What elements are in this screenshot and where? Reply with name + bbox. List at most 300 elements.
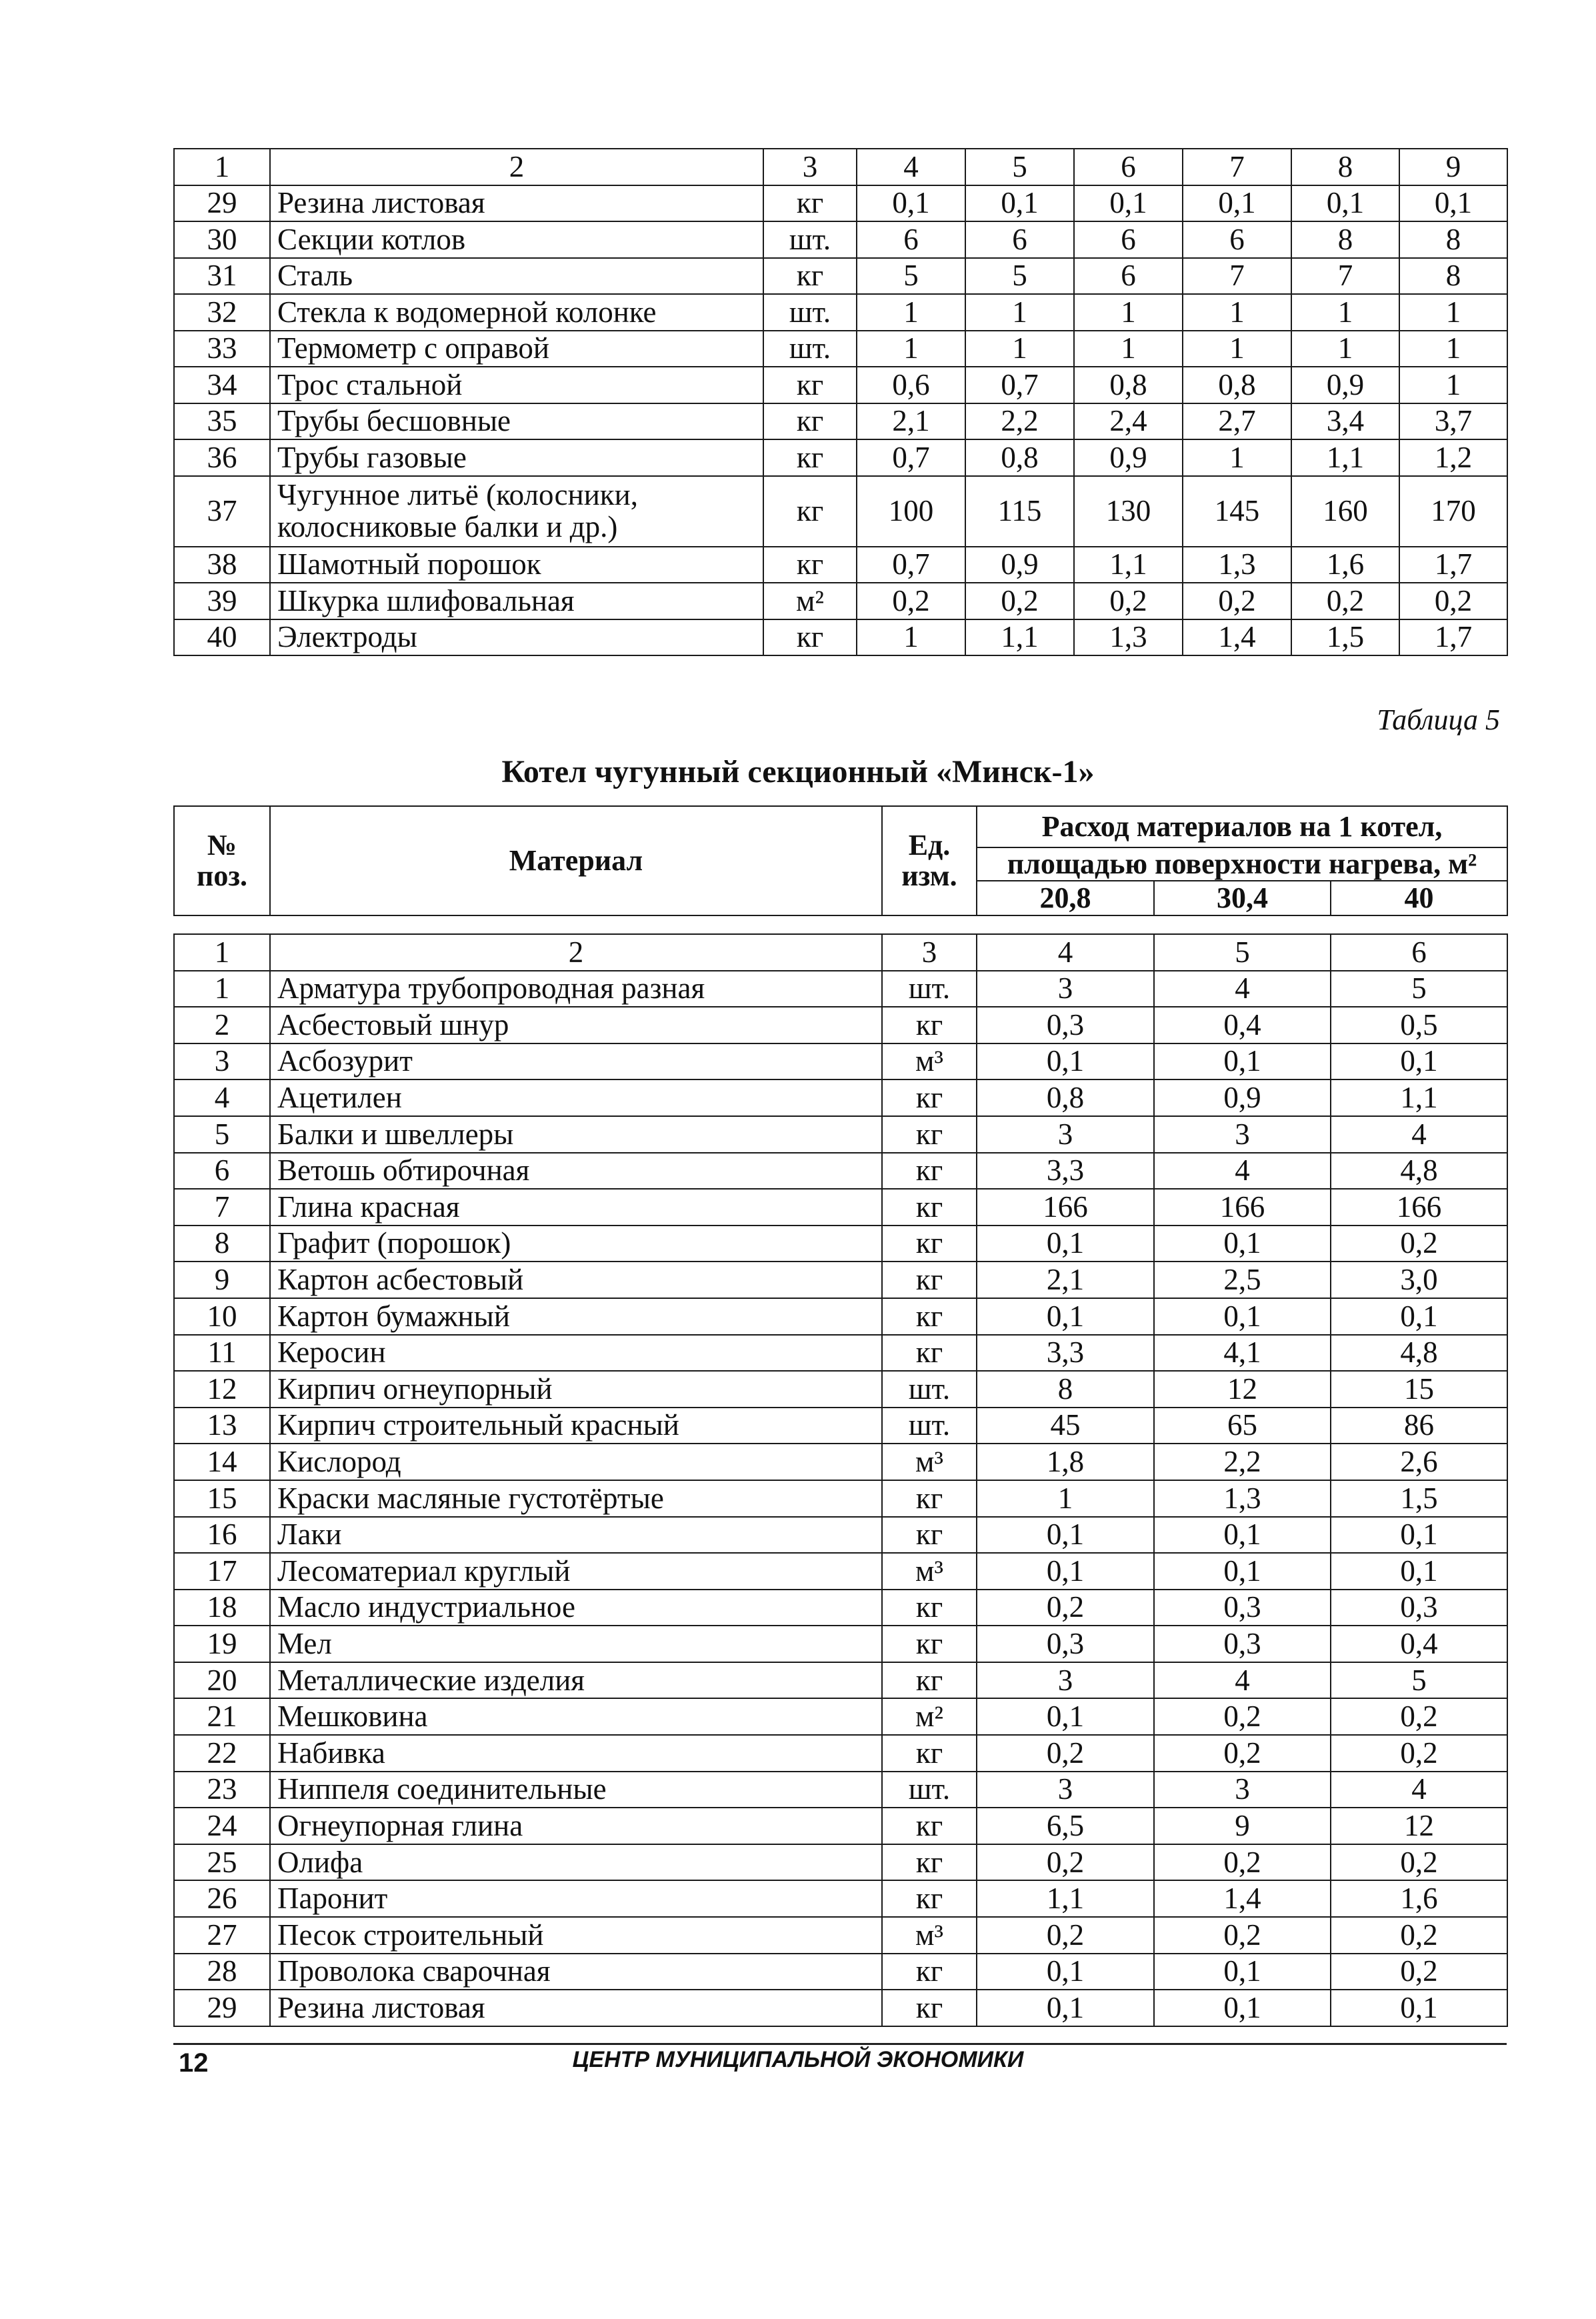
unit-cell: м³: [882, 1444, 977, 1480]
row-number: 25: [174, 1844, 270, 1881]
unit-cell: кг: [763, 403, 857, 440]
value-cell: 1,3: [1154, 1480, 1331, 1517]
value-cell: 1,5: [1331, 1480, 1507, 1517]
header-size: 20,8: [977, 881, 1154, 915]
material-name: Глина красная: [270, 1189, 882, 1226]
value-cell: 1,3: [1074, 619, 1183, 656]
value-cell: 0,2: [1154, 1917, 1331, 1954]
material-name: Трос стальной: [270, 367, 763, 403]
row-number: 37: [174, 476, 270, 547]
value-cell: 0,4: [1331, 1626, 1507, 1662]
column-number: 1: [174, 934, 270, 971]
value-cell: 0,2: [965, 583, 1074, 619]
header-unit: Ед. изм.: [882, 806, 977, 915]
value-cell: 0,1: [1331, 1517, 1507, 1554]
row-number: 32: [174, 294, 270, 331]
material-name: Шамотный порошок: [270, 547, 763, 583]
value-cell: 1,1: [1291, 439, 1399, 476]
table-row: [174, 971, 1507, 1007]
column-number: 9: [1399, 149, 1507, 185]
value-cell: 4: [1331, 1772, 1507, 1808]
table-row: [174, 1371, 1507, 1408]
material-name: Сталь: [270, 258, 763, 295]
value-cell: 0,1: [1154, 1517, 1331, 1554]
value-cell: 0,9: [965, 547, 1074, 583]
value-cell: 0,2: [1331, 1917, 1507, 1954]
row-number: 11: [174, 1335, 270, 1372]
value-cell: 5: [857, 258, 965, 295]
value-cell: 1: [857, 294, 965, 331]
value-cell: 166: [977, 1189, 1154, 1226]
material-name: Масло индустриальное: [270, 1590, 882, 1626]
value-cell: 0,1: [1154, 1298, 1331, 1335]
value-cell: 0,7: [857, 547, 965, 583]
material-name: Ниппеля соединительные: [270, 1772, 882, 1808]
unit-cell: кг: [882, 1335, 977, 1372]
value-cell: 1: [857, 619, 965, 656]
row-number: 22: [174, 1735, 270, 1772]
material-name: Секции котлов: [270, 221, 763, 258]
value-cell: 12: [1154, 1371, 1331, 1408]
table-row: [174, 1226, 1507, 1262]
value-cell: 1,1: [1074, 547, 1183, 583]
column-number: 4: [977, 934, 1154, 971]
value-cell: 3,0: [1331, 1262, 1507, 1298]
row-number: 33: [174, 331, 270, 367]
table-row: [174, 1662, 1507, 1699]
header-num: № поз.: [174, 806, 270, 915]
value-cell: 0,3: [1154, 1626, 1331, 1662]
boiler-table-header: [173, 805, 1508, 916]
value-cell: 8: [1399, 221, 1507, 258]
value-cell: 1: [1183, 331, 1291, 367]
unit-cell: кг: [882, 1226, 977, 1262]
row-number: 6: [174, 1153, 270, 1190]
value-cell: 0,1: [1399, 185, 1507, 222]
table-row: [174, 1444, 1507, 1480]
material-name: Стекла к водомерной колонке: [270, 294, 763, 331]
value-cell: 1: [1291, 331, 1399, 367]
value-cell: 0,4: [1154, 1007, 1331, 1043]
row-number: 21: [174, 1698, 270, 1735]
value-cell: 0,3: [977, 1626, 1154, 1662]
table-row: [174, 1553, 1507, 1590]
unit-cell: шт.: [882, 1408, 977, 1444]
value-cell: 45: [977, 1408, 1154, 1444]
footer-divider: [173, 2043, 1507, 2045]
value-cell: 0,1: [1291, 185, 1399, 222]
table-row: [174, 1189, 1507, 1226]
unit-cell: кг: [882, 1880, 977, 1917]
unit-cell: кг: [882, 1189, 977, 1226]
material-name: Ацетилен: [270, 1079, 882, 1116]
value-cell: 3: [977, 971, 1154, 1007]
table-title: Котел чугунный секционный «Минск-1»: [501, 754, 1095, 789]
column-number-row: [174, 934, 1507, 971]
table-row: [174, 331, 1507, 367]
value-cell: 0,2: [1331, 1844, 1507, 1881]
table-row: [174, 1480, 1507, 1517]
value-cell: 2,2: [965, 403, 1074, 440]
value-cell: 1: [1074, 331, 1183, 367]
value-cell: 1,2: [1399, 439, 1507, 476]
column-number: 7: [1183, 149, 1291, 185]
table-row: [174, 619, 1507, 656]
row-number: 39: [174, 583, 270, 619]
unit-cell: кг: [882, 1990, 977, 2026]
material-name: Кирпич строительный красный: [270, 1408, 882, 1444]
unit-cell: шт.: [763, 331, 857, 367]
value-cell: 3: [1154, 1772, 1331, 1808]
value-cell: 12: [1331, 1808, 1507, 1844]
table-row: [174, 1735, 1507, 1772]
value-cell: 0,1: [1331, 1990, 1507, 2026]
value-cell: 0,2: [977, 1735, 1154, 1772]
unit-cell: кг: [763, 547, 857, 583]
unit-cell: м²: [763, 583, 857, 619]
unit-cell: шт.: [763, 221, 857, 258]
column-number: 2: [270, 149, 763, 185]
row-number: 7: [174, 1189, 270, 1226]
table-row: [174, 1298, 1507, 1335]
value-cell: 0,2: [1154, 1735, 1331, 1772]
value-cell: 1: [857, 331, 965, 367]
value-cell: 1: [1291, 294, 1399, 331]
column-number: 4: [857, 149, 965, 185]
unit-cell: шт.: [882, 1772, 977, 1808]
unit-cell: кг: [763, 439, 857, 476]
unit-cell: шт.: [882, 1371, 977, 1408]
value-cell: 0,2: [977, 1844, 1154, 1881]
row-number: 8: [174, 1226, 270, 1262]
row-number: 23: [174, 1772, 270, 1808]
table-row: [174, 1043, 1507, 1080]
value-cell: 0,2: [977, 1590, 1154, 1626]
value-cell: 0,1: [1183, 185, 1291, 222]
unit-cell: кг: [882, 1735, 977, 1772]
material-name: Металлические изделия: [270, 1662, 882, 1699]
material-name: Проволока сварочная: [270, 1954, 882, 1990]
value-cell: 4,8: [1331, 1335, 1507, 1372]
header-consumption: Расход материалов на 1 котел,: [977, 806, 1507, 847]
value-cell: 0,2: [1331, 1954, 1507, 1990]
material-name: Резина листовая: [270, 1990, 882, 2026]
value-cell: 0,1: [1331, 1298, 1507, 1335]
material-name: Балки и швеллеры: [270, 1116, 882, 1153]
table-row: [174, 439, 1507, 476]
table-row: [174, 1626, 1507, 1662]
boiler-materials-table: [173, 933, 1508, 2027]
value-cell: 1,4: [1183, 619, 1291, 656]
value-cell: 1: [1183, 439, 1291, 476]
table-label: Таблица 5: [1377, 703, 1500, 736]
row-number: 30: [174, 221, 270, 258]
value-cell: 0,8: [1183, 367, 1291, 403]
value-cell: 145: [1183, 476, 1291, 547]
row-number: 3: [174, 1043, 270, 1080]
unit-cell: кг: [882, 1262, 977, 1298]
material-name: Картон бумажный: [270, 1298, 882, 1335]
row-number: 14: [174, 1444, 270, 1480]
value-cell: 3: [977, 1772, 1154, 1808]
value-cell: 0,1: [1154, 1954, 1331, 1990]
value-cell: 0,9: [1291, 367, 1399, 403]
value-cell: 6: [1074, 258, 1183, 295]
value-cell: 15: [1331, 1371, 1507, 1408]
column-number: 6: [1331, 934, 1507, 971]
table-row: [174, 583, 1507, 619]
value-cell: 0,7: [965, 367, 1074, 403]
value-cell: 1,5: [1291, 619, 1399, 656]
row-number: 12: [174, 1371, 270, 1408]
material-name: Мешковина: [270, 1698, 882, 1735]
material-name: Шкурка шлифовальная: [270, 583, 763, 619]
value-cell: 0,1: [977, 1043, 1154, 1080]
value-cell: 0,1: [1154, 1043, 1331, 1080]
value-cell: 0,9: [1154, 1079, 1331, 1116]
value-cell: 3: [977, 1662, 1154, 1699]
table-row: [174, 1772, 1507, 1808]
value-cell: 1: [1399, 294, 1507, 331]
table-row: [174, 1917, 1507, 1954]
row-number: 10: [174, 1298, 270, 1335]
value-cell: 0,3: [977, 1007, 1154, 1043]
material-name: Асбозурит: [270, 1043, 882, 1080]
value-cell: 3: [977, 1116, 1154, 1153]
table-row: [174, 1808, 1507, 1844]
value-cell: 7: [1183, 258, 1291, 295]
unit-cell: кг: [763, 258, 857, 295]
material-name: Паронит: [270, 1880, 882, 1917]
material-name: Кислород: [270, 1444, 882, 1480]
value-cell: 100: [857, 476, 965, 547]
row-number: 40: [174, 619, 270, 656]
value-cell: 1: [977, 1480, 1154, 1517]
unit-cell: кг: [882, 1662, 977, 1699]
table-row: [174, 547, 1507, 583]
value-cell: 1,4: [1154, 1880, 1331, 1917]
material-name: Графит (порошок): [270, 1226, 882, 1262]
table-row: [174, 1844, 1507, 1881]
value-cell: 86: [1331, 1408, 1507, 1444]
value-cell: 0,8: [965, 439, 1074, 476]
value-cell: 3,4: [1291, 403, 1399, 440]
column-number: 1: [174, 149, 270, 185]
unit-cell: шт.: [882, 971, 977, 1007]
material-name: Лесоматериал круглый: [270, 1553, 882, 1590]
unit-cell: м²: [882, 1698, 977, 1735]
row-number: 13: [174, 1408, 270, 1444]
column-number: 6: [1074, 149, 1183, 185]
material-name: Мел: [270, 1626, 882, 1662]
value-cell: 160: [1291, 476, 1399, 547]
unit-cell: кг: [882, 1480, 977, 1517]
table-row: [174, 476, 1507, 547]
row-number: 18: [174, 1590, 270, 1626]
value-cell: 0,2: [1154, 1698, 1331, 1735]
header-size: 30,4: [1154, 881, 1331, 915]
value-cell: 1: [1399, 331, 1507, 367]
value-cell: 0,9: [1074, 439, 1183, 476]
column-number: 5: [1154, 934, 1331, 971]
value-cell: 0,2: [1331, 1698, 1507, 1735]
value-cell: 6: [857, 221, 965, 258]
table-row: [174, 1262, 1507, 1298]
value-cell: 0,3: [1154, 1590, 1331, 1626]
row-number: 9: [174, 1262, 270, 1298]
publisher-name: ЦЕНТР МУНИЦИПАЛЬНОЙ ЭКОНОМИКИ: [572, 2047, 1024, 2072]
value-cell: 1,6: [1331, 1880, 1507, 1917]
row-number: 26: [174, 1880, 270, 1917]
value-cell: 0,1: [977, 1954, 1154, 1990]
material-name: Резина листовая: [270, 185, 763, 222]
value-cell: 0,5: [1331, 1007, 1507, 1043]
row-number: 1: [174, 971, 270, 1007]
value-cell: 0,2: [1183, 583, 1291, 619]
value-cell: 1,6: [1291, 547, 1399, 583]
row-number: 20: [174, 1662, 270, 1699]
value-cell: 6: [965, 221, 1074, 258]
unit-cell: кг: [882, 1116, 977, 1153]
row-number: 34: [174, 367, 270, 403]
value-cell: 5: [1331, 1662, 1507, 1699]
value-cell: 8: [977, 1371, 1154, 1408]
value-cell: 4: [1154, 1662, 1331, 1699]
value-cell: 6: [1074, 221, 1183, 258]
table-row: [174, 1116, 1507, 1153]
column-number: 3: [882, 934, 977, 971]
material-name: Термометр с оправой: [270, 331, 763, 367]
row-number: 19: [174, 1626, 270, 1662]
value-cell: 1: [965, 331, 1074, 367]
table-row: [174, 1408, 1507, 1444]
row-number: 31: [174, 258, 270, 295]
row-number: 15: [174, 1480, 270, 1517]
unit-cell: кг: [882, 1153, 977, 1190]
material-name: Трубы газовые: [270, 439, 763, 476]
row-number: 29: [174, 1990, 270, 2026]
table-row: [174, 367, 1507, 403]
value-cell: 166: [1331, 1189, 1507, 1226]
value-cell: 0,1: [977, 1698, 1154, 1735]
value-cell: 1,1: [977, 1880, 1154, 1917]
material-name: Огнеупорная глина: [270, 1808, 882, 1844]
value-cell: 1: [1183, 294, 1291, 331]
value-cell: 0,2: [1399, 583, 1507, 619]
value-cell: 115: [965, 476, 1074, 547]
header-size: 40: [1331, 881, 1507, 915]
value-cell: 2,6: [1331, 1444, 1507, 1480]
material-name: Чугунное литьё (колосники, колосниковые балки и др.): [270, 476, 763, 547]
value-cell: 0,1: [965, 185, 1074, 222]
value-cell: 9: [1154, 1808, 1331, 1844]
value-cell: 2,7: [1183, 403, 1291, 440]
value-cell: 3,7: [1399, 403, 1507, 440]
value-cell: 1,8: [977, 1444, 1154, 1480]
value-cell: 7: [1291, 258, 1399, 295]
value-cell: 166: [1154, 1189, 1331, 1226]
header-area: площадью поверхности нагрева, м²: [977, 847, 1507, 881]
unit-cell: кг: [882, 1007, 977, 1043]
value-cell: 0,1: [1074, 185, 1183, 222]
row-number: 17: [174, 1553, 270, 1590]
value-cell: 0,1: [1154, 1226, 1331, 1262]
value-cell: 8: [1291, 221, 1399, 258]
value-cell: 0,8: [1074, 367, 1183, 403]
value-cell: 2,1: [977, 1262, 1154, 1298]
value-cell: 1: [1074, 294, 1183, 331]
value-cell: 0,1: [977, 1990, 1154, 2026]
value-cell: 5: [1331, 971, 1507, 1007]
value-cell: 0,1: [1154, 1553, 1331, 1590]
page-number: 12: [179, 2048, 209, 2078]
value-cell: 3,3: [977, 1153, 1154, 1190]
table-row: [174, 1698, 1507, 1735]
value-cell: 0,1: [977, 1517, 1154, 1554]
value-cell: 1,1: [1331, 1079, 1507, 1116]
row-number: 35: [174, 403, 270, 440]
table-row: [174, 1880, 1507, 1917]
value-cell: 1,3: [1183, 547, 1291, 583]
value-cell: 4: [1154, 1153, 1331, 1190]
unit-cell: м³: [882, 1043, 977, 1080]
value-cell: 3: [1154, 1116, 1331, 1153]
value-cell: 4: [1154, 971, 1331, 1007]
unit-cell: кг: [882, 1626, 977, 1662]
value-cell: 1,1: [965, 619, 1074, 656]
material-name: Краски масляные густотёртые: [270, 1480, 882, 1517]
value-cell: 0,7: [857, 439, 965, 476]
table-row: [174, 1007, 1507, 1043]
value-cell: 0,1: [1331, 1043, 1507, 1080]
value-cell: 2,4: [1074, 403, 1183, 440]
material-name: Трубы бесшовные: [270, 403, 763, 440]
material-name: Лаки: [270, 1517, 882, 1554]
value-cell: 65: [1154, 1408, 1331, 1444]
value-cell: 170: [1399, 476, 1507, 547]
row-number: 29: [174, 185, 270, 222]
table-row: [174, 1990, 1507, 2026]
value-cell: 8: [1399, 258, 1507, 295]
value-cell: 0,1: [977, 1226, 1154, 1262]
unit-cell: м³: [882, 1917, 977, 1954]
material-name: Арматура трубопроводная разная: [270, 971, 882, 1007]
material-name: Электроды: [270, 619, 763, 656]
material-name: Керосин: [270, 1335, 882, 1372]
value-cell: 4,8: [1331, 1153, 1507, 1190]
value-cell: 0,2: [977, 1917, 1154, 1954]
table-row: [174, 294, 1507, 331]
material-name: Асбестовый шнур: [270, 1007, 882, 1043]
value-cell: 0,1: [977, 1298, 1154, 1335]
value-cell: 0,2: [1331, 1735, 1507, 1772]
value-cell: 1,7: [1399, 547, 1507, 583]
value-cell: 1: [1399, 367, 1507, 403]
unit-cell: кг: [763, 185, 857, 222]
unit-cell: кг: [882, 1590, 977, 1626]
row-number: 28: [174, 1954, 270, 1990]
row-number: 36: [174, 439, 270, 476]
value-cell: 0,2: [1074, 583, 1183, 619]
value-cell: 1: [965, 294, 1074, 331]
row-number: 24: [174, 1808, 270, 1844]
row-number: 16: [174, 1517, 270, 1554]
value-cell: 2,5: [1154, 1262, 1331, 1298]
value-cell: 2,1: [857, 403, 965, 440]
value-cell: 0,2: [1331, 1226, 1507, 1262]
unit-cell: кг: [882, 1517, 977, 1554]
table-row: [174, 185, 1507, 222]
